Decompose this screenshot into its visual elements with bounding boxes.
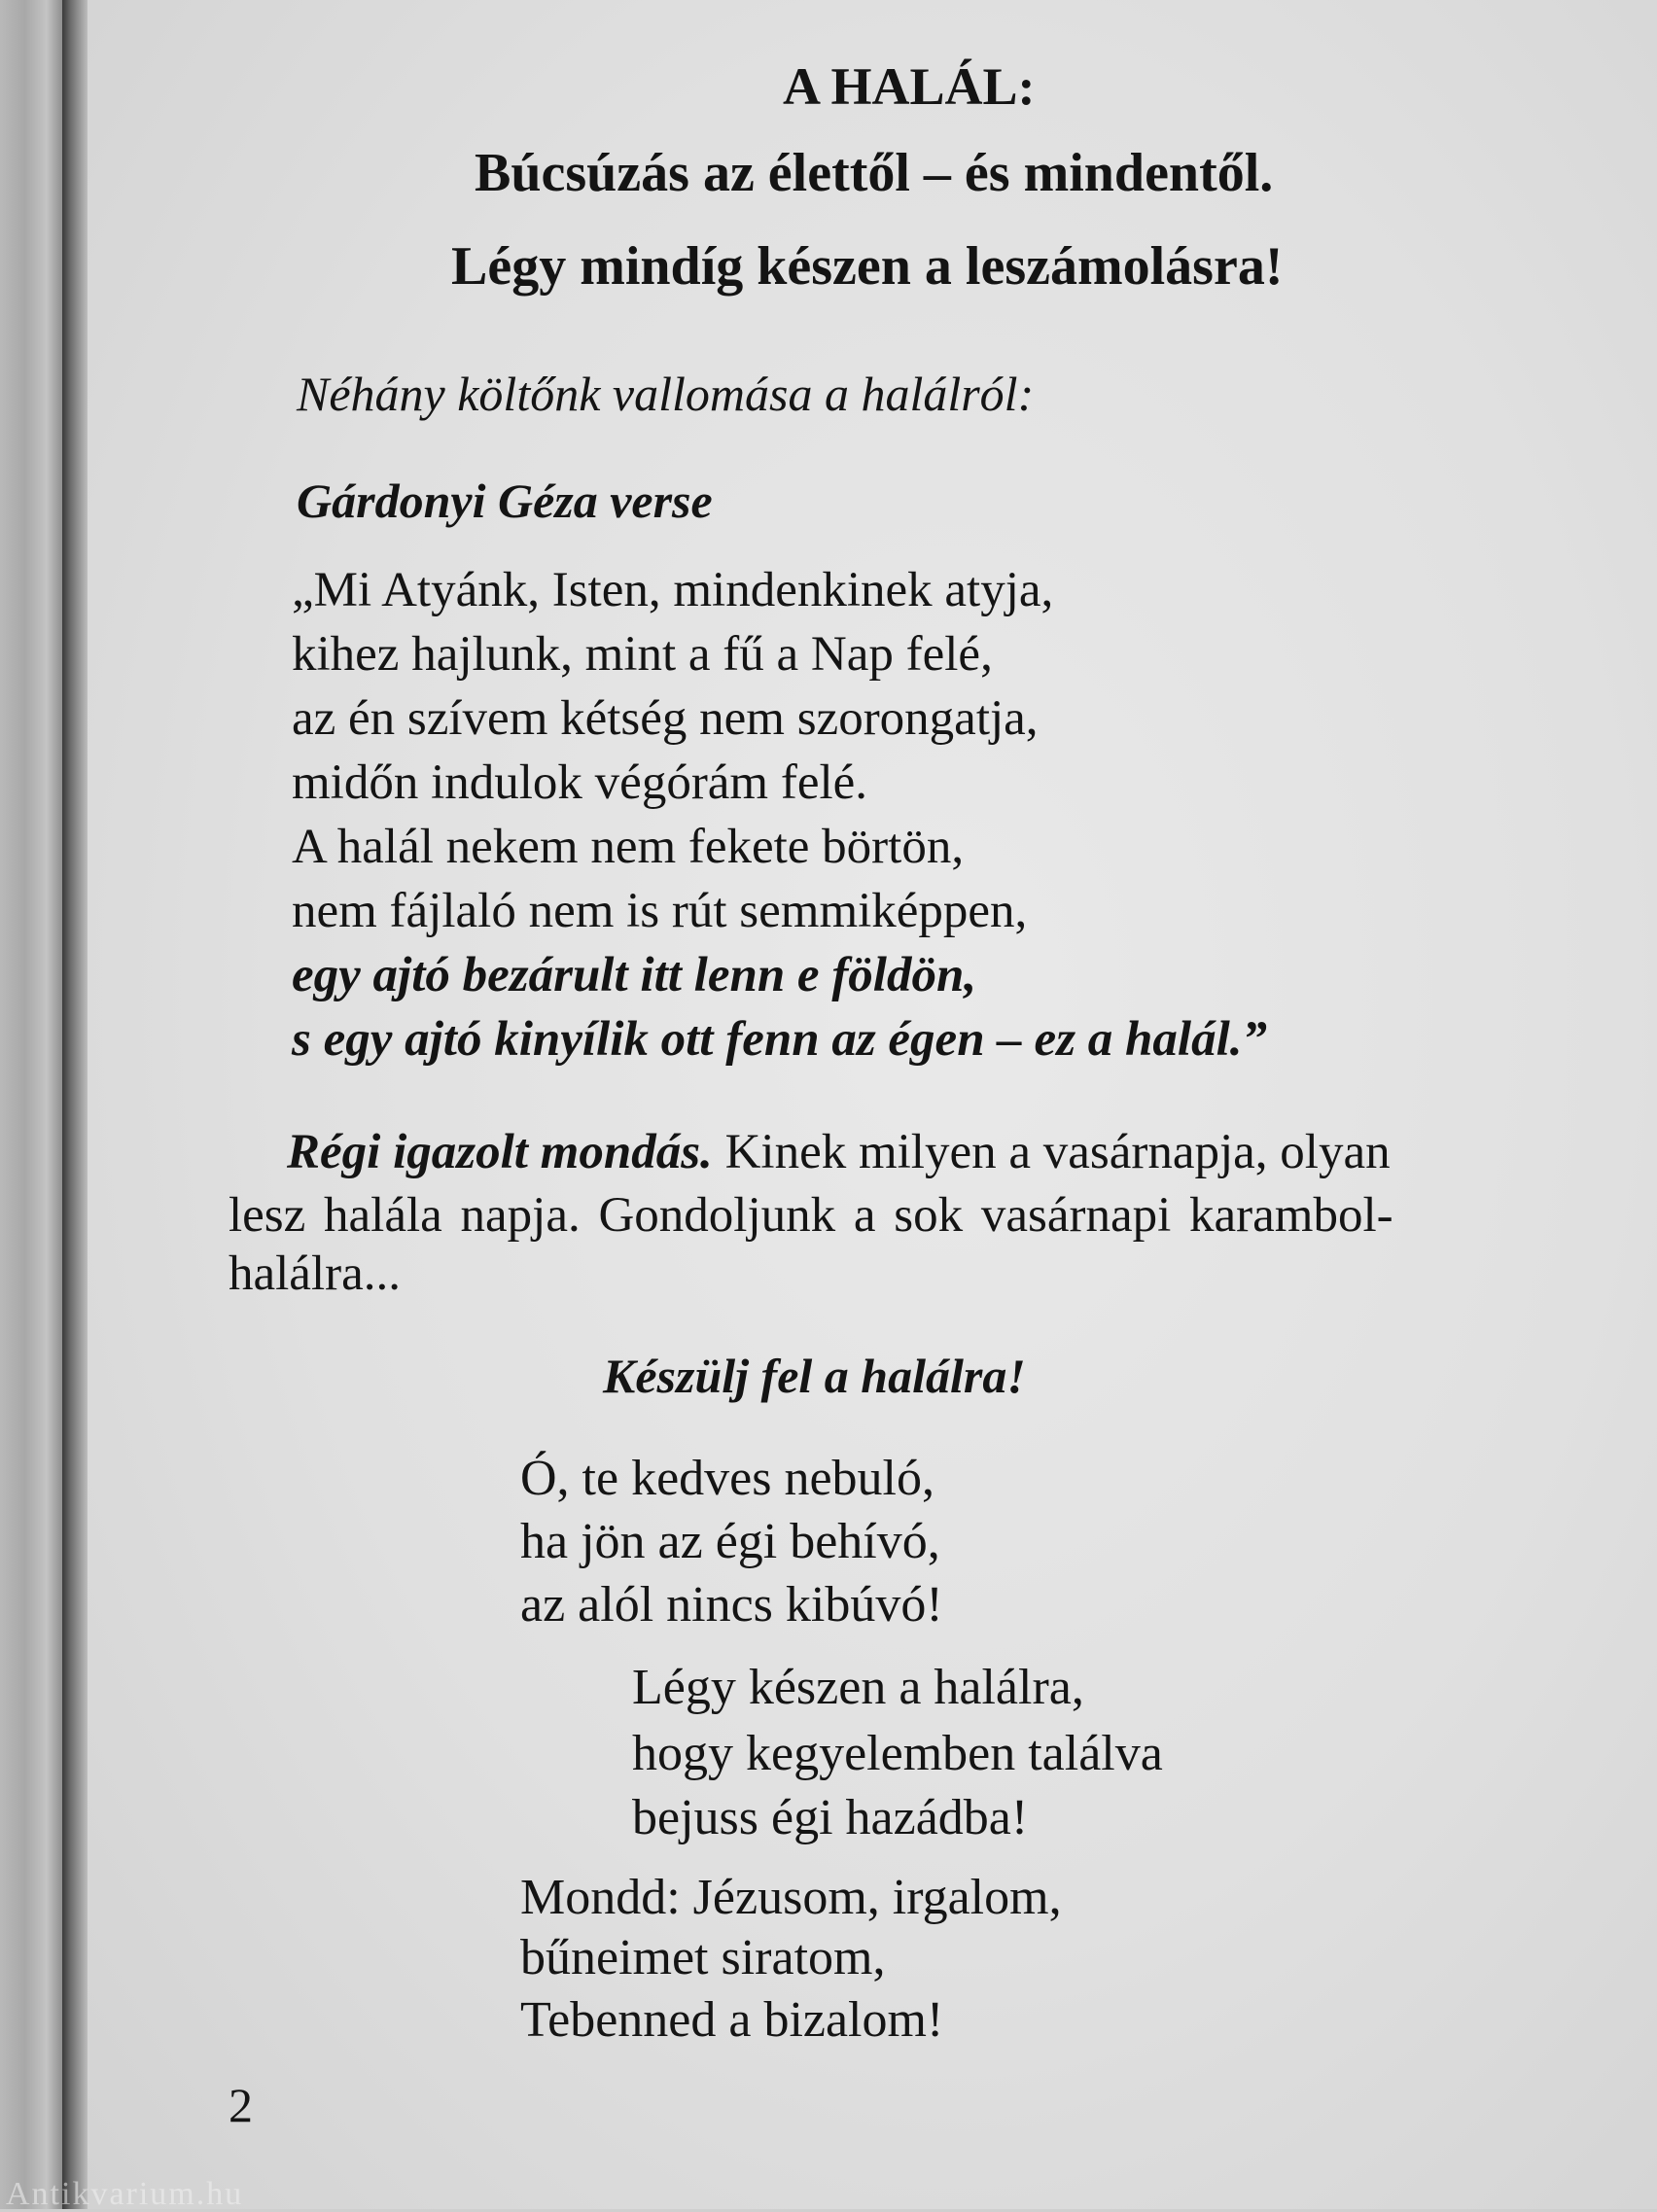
poem1-line: nem fájlaló nem is rút semmiképpen,: [292, 884, 1028, 938]
poem2-line: hogy kegyelemben találva: [632, 1726, 1163, 1781]
saying-lead: Régi igazolt mondás.: [287, 1125, 713, 1179]
poem2-line: ha jön az égi behívó,: [520, 1514, 940, 1569]
saying-line-3: halálra...: [229, 1246, 401, 1301]
poem2-line: bejuss égi hazádba!: [632, 1790, 1029, 1845]
poem1-heading: Gárdonyi Géza verse: [297, 474, 713, 528]
poem2-line: Ó, te kedves nebuló,: [520, 1451, 935, 1506]
gutter-shadow: [62, 0, 88, 2209]
saying-line-1-rest: Kinek milyen a vasárnapja, olyan: [712, 1125, 1391, 1179]
saying-line-2: lesz halála napja. Gondoljunk a sok vasárnapi karambol-: [229, 1188, 1393, 1243]
poem1-line: A halál nekem nem fekete börtön,: [292, 820, 965, 874]
poem2-line: bűneimet siratom,: [520, 1930, 886, 1985]
poem2-line: az alól nincs kibúvó!: [520, 1577, 943, 1633]
page-number: 2: [229, 2078, 253, 2132]
subtitle-1: Búcsúzás az élettől – és mindentől.: [475, 143, 1274, 203]
poem1-bold-line: egy ajtó bezárult itt lenn e földön,: [292, 948, 977, 1002]
intro-text: Néhány költőnk vallomása a halálról:: [297, 367, 1035, 421]
poem1-line: midőn indulok végórám felé.: [292, 755, 868, 810]
book-spine: [0, 0, 62, 2209]
poem2-line: Mondd: Jézusom, irgalom,: [520, 1870, 1062, 1925]
poem1-line: az én szívem kétség nem szorongatja,: [292, 691, 1039, 746]
subtitle-2: Légy mindíg készen a leszámolásra!: [451, 236, 1284, 297]
saying-line-1: [287, 1125, 1391, 1179]
watermark-logo: Antikvarium.hu: [6, 2176, 244, 2212]
poem1-line: „Mi Atyánk, Isten, mindenkinek atyja,: [292, 563, 1054, 617]
poem1-line: kihez hajlunk, mint a fű a Nap felé,: [292, 627, 993, 682]
page-title: A HALÁL:: [783, 57, 1036, 116]
poem2-title: Készülj fel a halálra!: [603, 1349, 1026, 1403]
poem2-line: Tebenned a bizalom!: [520, 1992, 944, 2048]
poem1-bold-line: s egy ajtó kinyílik ott fenn az égen – ez a halál.”: [292, 1012, 1267, 1067]
poem2-line: Légy készen a halálra,: [632, 1660, 1084, 1715]
